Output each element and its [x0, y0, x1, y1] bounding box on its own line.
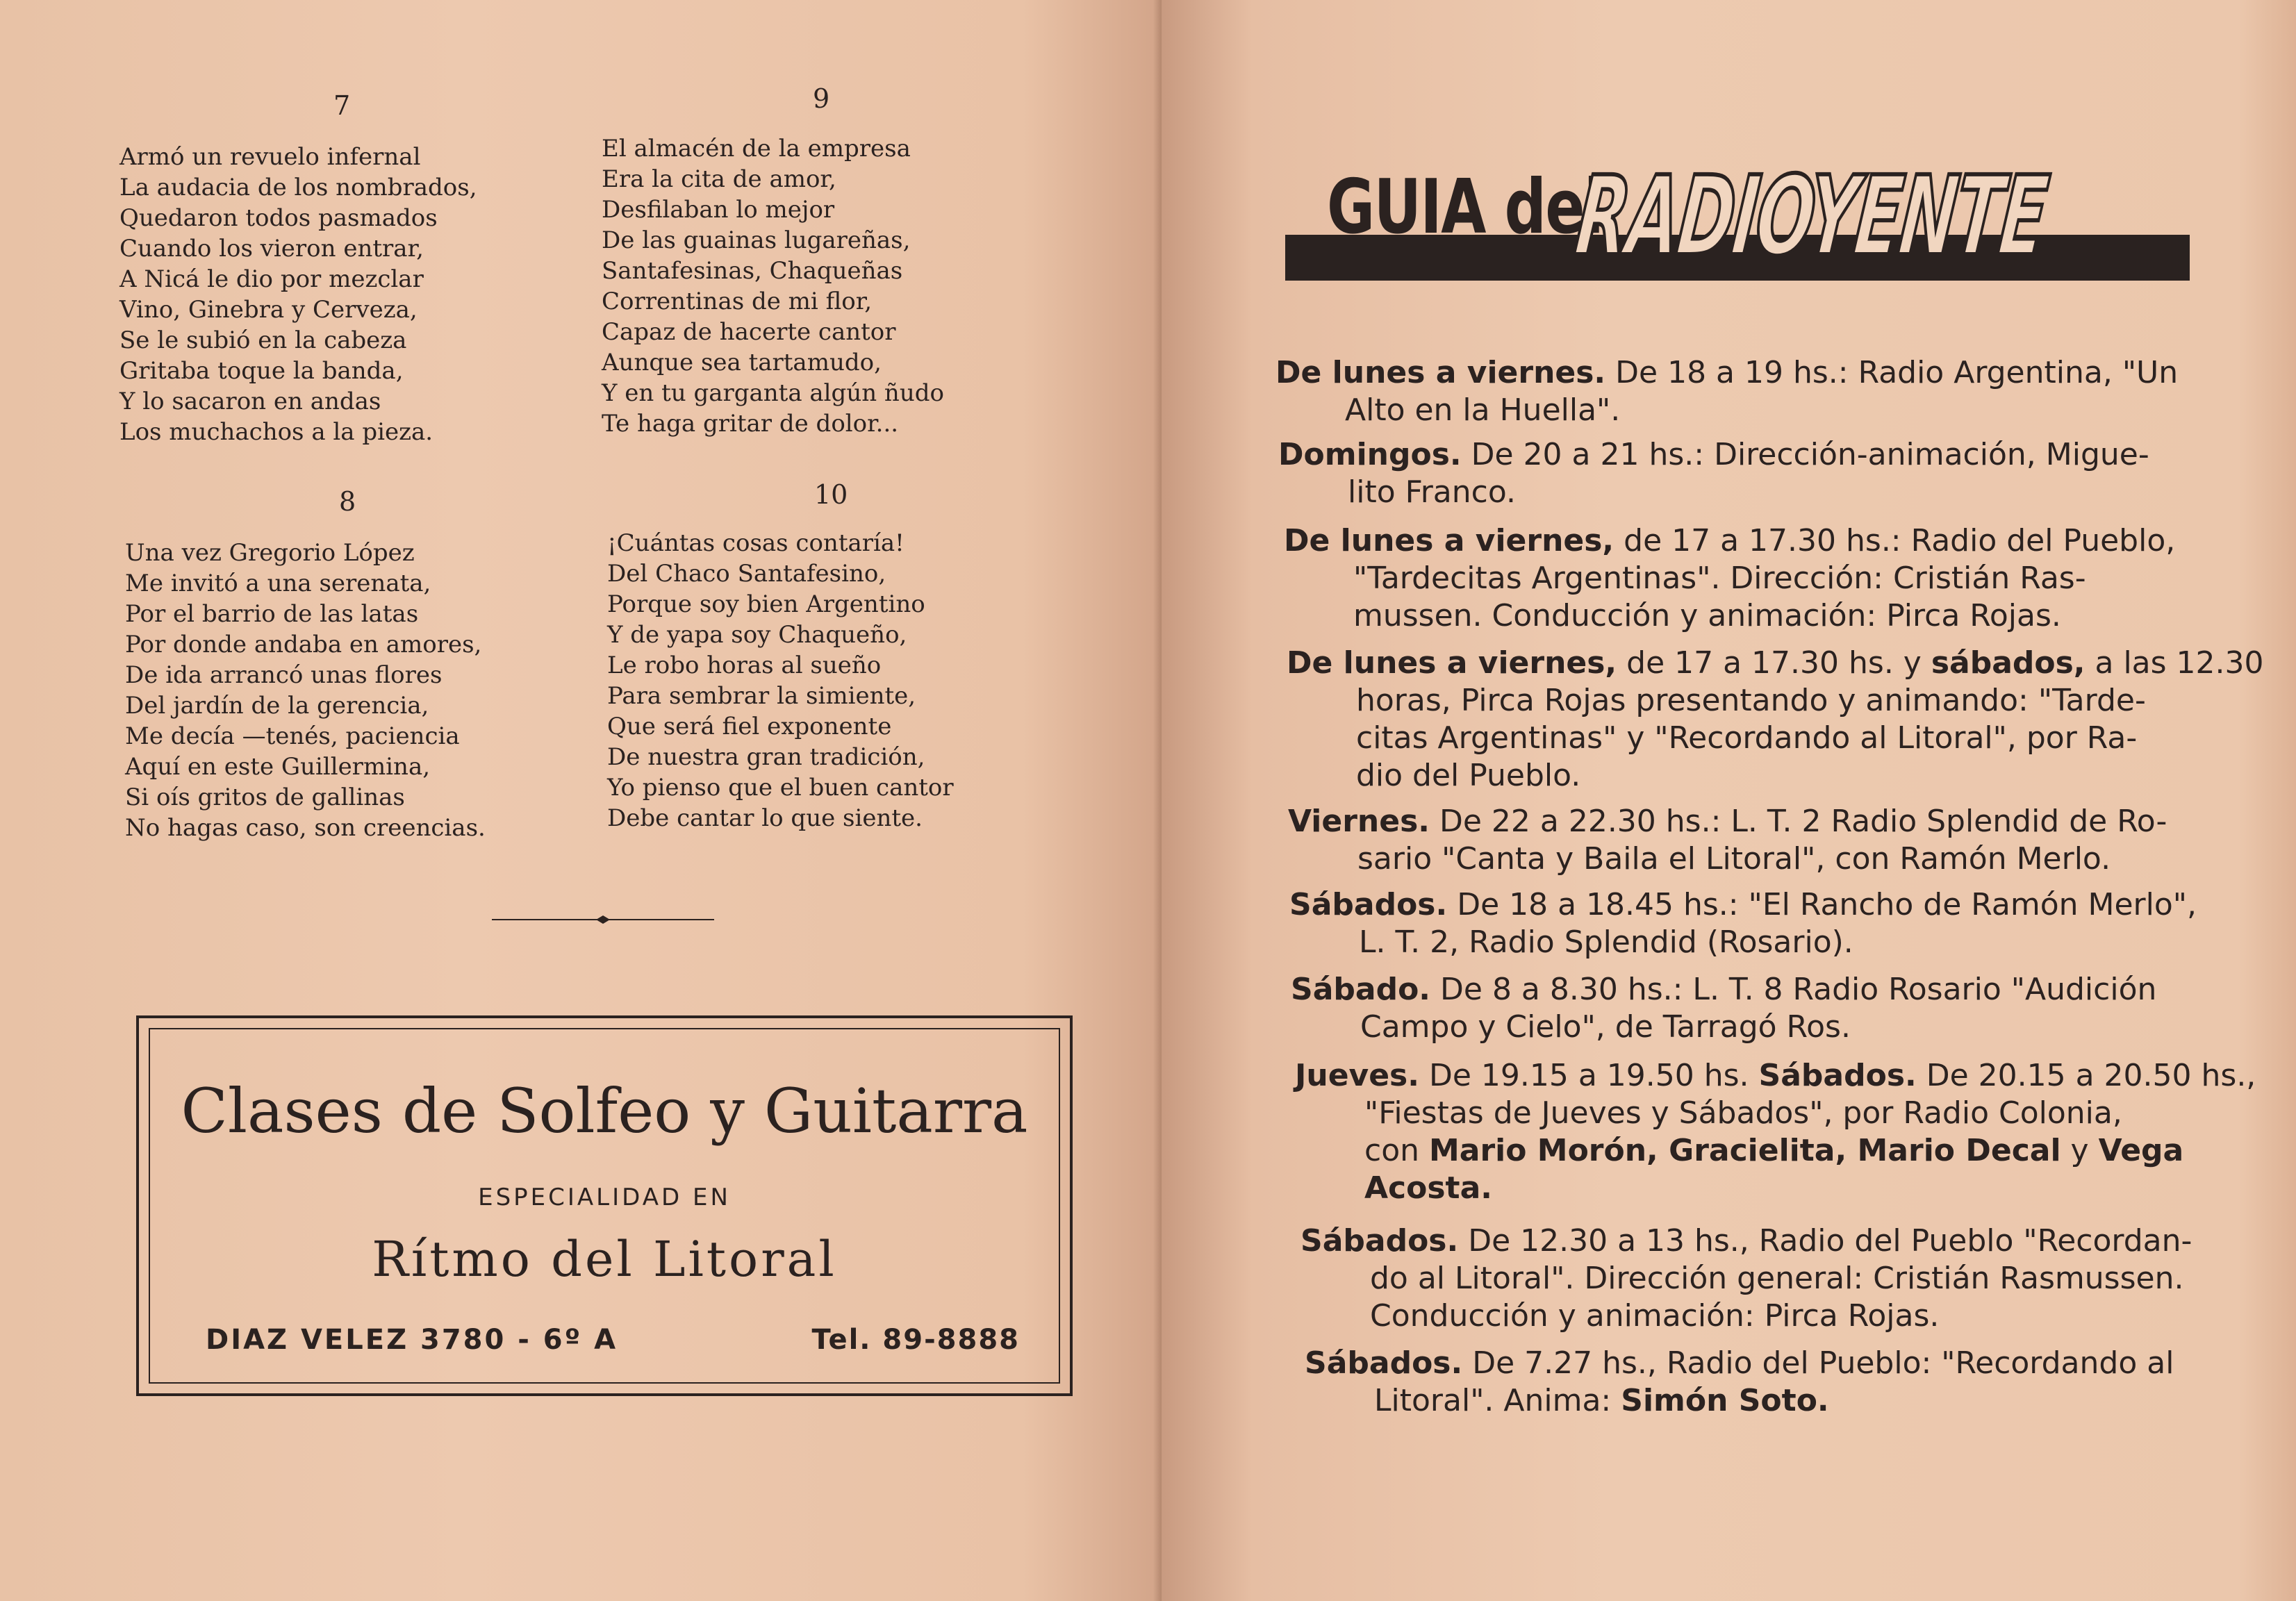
entry-day: Viernes.: [1288, 804, 1430, 839]
entry-text: dio del Pueblo.: [1356, 758, 1581, 793]
entry-performers: Simón Soto.: [1621, 1383, 1829, 1418]
verse-line: Del Chaco Santafesino,: [607, 560, 886, 588]
schedule-entry: [1289, 886, 2197, 961]
entry-day: Jueves.: [1295, 1058, 1419, 1093]
verse-line: Y en tu garganta algún ñudo: [602, 379, 944, 407]
stanza-10: [607, 528, 954, 833]
entry-text: "Fiestas de Jueves y Sábados", por Radio Colonia,: [1364, 1095, 2122, 1131]
header-guia-del: GUIA del: [1327, 164, 1603, 251]
entry-text: De 19.15 a 19.50 hs.: [1419, 1058, 1759, 1093]
verse-line: Era la cita de amor,: [602, 165, 836, 193]
verse-line: Armó un revuelo infernal: [119, 143, 421, 171]
entry-day: sábados,: [1931, 645, 2086, 681]
advertisement-inner-frame: [149, 1028, 1060, 1384]
verse-line: Gritaba toque la banda,: [119, 357, 404, 385]
verse-line: Capaz de hacerte cantor: [602, 318, 896, 346]
advertisement-box: [136, 1015, 1073, 1396]
entry-day: Sábados.: [1305, 1345, 1463, 1381]
stanza-number: 9: [813, 83, 830, 114]
verse-line: De las guainas lugareñas,: [602, 226, 911, 254]
verse-line: Yo pienso que el buen cantor: [607, 774, 954, 802]
entry-performers: Acosta.: [1364, 1170, 1492, 1206]
entry-day: Domingos.: [1278, 437, 1462, 472]
entry-text: De 20 a 21 hs.: Dirección-animación, Migue-: [1461, 437, 2149, 472]
entry-text: sario "Canta y Baila el Litoral", con Ramón Merlo.: [1357, 841, 2111, 877]
verse-line: La audacia de los nombrados,: [119, 174, 477, 201]
verse-line: Debe cantar lo que siente.: [607, 804, 923, 832]
verse-line: Del jardín de la gerencia,: [125, 692, 429, 720]
entry-text: lito Franco.: [1348, 474, 1516, 510]
schedule-entry: [1278, 436, 2149, 511]
schedule-entry: [1287, 645, 2264, 795]
entry-text: Litoral". Anima:: [1374, 1383, 1621, 1418]
entry-day: Sábados.: [1758, 1058, 1917, 1093]
stanza-8: [125, 538, 486, 843]
stanza-number: 8: [339, 486, 356, 517]
verse-line: Quedaron todos pasmados: [119, 204, 438, 232]
entry-text: "Tardecitas Argentinas". Dirección: Cristián Ras-: [1353, 561, 2086, 596]
schedule-entry: [1275, 354, 2178, 429]
verse-line: Para sembrar la simiente,: [607, 682, 916, 710]
entry-day: De lunes a viernes,: [1287, 645, 1617, 681]
verse-line: Si oís gritos de gallinas: [125, 783, 405, 811]
verse-line: A Nicá le dio por mezclar: [119, 265, 424, 293]
schedule-entry: [1305, 1345, 2174, 1420]
verse-line: Me invitó a una serenata,: [125, 570, 431, 597]
entry-text: De 12.30 a 13 hs., Radio del Pueblo "Recordan-: [1458, 1223, 2192, 1259]
verse-line: De ida arrancó unas flores: [125, 661, 443, 689]
verse-line: Desfilaban lo mejor: [602, 196, 835, 224]
entry-text: citas Argentinas" y "Recordando al Litoral", por Ra-: [1356, 720, 2138, 756]
entry-text: De 20.15 a 20.50 hs.,: [1916, 1058, 2256, 1093]
verse-line: ¡Cuántas cosas contaría!: [607, 529, 905, 557]
ad-address: DIAZ VELEZ 3780 - 6º A: [206, 1324, 618, 1356]
verse-line: Te haga gritar de dolor...: [602, 410, 899, 438]
verse-line: El almacén de la empresa: [602, 135, 911, 163]
entry-text: y: [2060, 1133, 2099, 1168]
entry-day: De lunes a viernes.: [1275, 355, 1606, 390]
verse-line: Le robo horas al sueño: [607, 652, 882, 679]
entry-day: Sábados.: [1300, 1223, 1459, 1259]
entry-day: Sábado.: [1291, 972, 1431, 1007]
entry-text: Campo y Cielo", de Tarragó Ros.: [1360, 1009, 1851, 1045]
entry-text: De 7.27 hs., Radio del Pueblo: "Recordando al: [1462, 1345, 2174, 1381]
entry-text: mussen. Conducción y animación: Pirca Rojas.: [1353, 598, 2061, 633]
verse-line: Aquí en este Guillermina,: [125, 753, 431, 781]
stanza-number: 7: [333, 90, 351, 121]
verse-line: Los muchachos a la pieza.: [119, 418, 433, 446]
header-radioyente: RADIOYENTE: [1569, 153, 2052, 281]
entry-performers: Vega: [2098, 1133, 2184, 1168]
entry-text: de 17 a 17.30 hs. y: [1617, 645, 1931, 681]
stanza-7: [119, 142, 477, 447]
entry-text: de 17 a 17.30 hs.: Radio del Pueblo,: [1614, 523, 2176, 558]
entry-text: con: [1364, 1133, 1429, 1168]
verse-line: No hagas caso, son creencias.: [125, 814, 486, 842]
entry-performers: Mario Morón, Gracielita, Mario Decal: [1428, 1133, 2061, 1168]
schedule-entry: [1288, 803, 2167, 878]
verse-line: Aunque sea tartamudo,: [602, 349, 882, 376]
entry-text: De 18 a 19 hs.: Radio Argentina, "Un: [1605, 355, 2179, 390]
entry-text: a las 12.30: [2085, 645, 2264, 681]
verse-line: Porque soy bien Argentino: [607, 590, 925, 618]
verse-line: Cuando los vieron entrar,: [119, 235, 424, 263]
verse-line: Por donde andaba en amores,: [125, 631, 482, 658]
ad-title: Clases de Solfeo y Guitarra: [181, 1075, 1028, 1147]
ad-subtitle: Rítmo del Litoral: [372, 1231, 837, 1288]
verse-line: Que será fiel exponente: [607, 713, 892, 740]
entry-text: Conducción y animación: Pirca Rojas.: [1370, 1298, 1940, 1334]
verse-line: Me decía —tenés, paciencia: [125, 722, 460, 750]
schedule-entry: [1300, 1222, 2192, 1335]
entry-text: do al Litoral". Dirección general: Cristián Rasmussen.: [1370, 1261, 2184, 1296]
entry-day: De lunes a viernes,: [1284, 523, 1614, 558]
stanza-9: [602, 133, 944, 439]
schedule-entry: [1295, 1057, 2256, 1207]
verse-line: Correntinas de mi flor,: [602, 288, 873, 315]
ornament-divider: [492, 915, 714, 924]
entry-text: Alto en la Huella".: [1345, 392, 1621, 428]
entry-text: De 8 a 8.30 hs.: L. T. 8 Radio Rosario "Audición: [1430, 972, 2157, 1007]
entry-text: De 22 a 22.30 hs.: L. T. 2 Radio Splendid de Ro-: [1429, 804, 2167, 839]
ad-phone: Tel. 89-8888: [811, 1324, 1020, 1356]
entry-text: horas, Pirca Rojas presentando y animando: "Tarde-: [1356, 683, 2146, 718]
stanza-number: 10: [814, 479, 848, 510]
verse-line: Y lo sacaron en andas: [119, 388, 381, 415]
verse-line: Una vez Gregorio López: [125, 539, 415, 567]
verse-line: Y de yapa soy Chaqueño,: [607, 621, 907, 649]
verse-line: Por el barrio de las latas: [125, 600, 419, 628]
verse-line: Vino, Ginebra y Cerveza,: [119, 296, 418, 324]
schedule-entry: [1291, 971, 2156, 1046]
ad-specialty: ESPECIALIDAD EN: [478, 1184, 731, 1211]
entry-day: Sábados.: [1289, 887, 1448, 922]
schedule-entry: [1284, 522, 2175, 635]
entry-text: L. T. 2, Radio Splendid (Rosario).: [1359, 924, 1853, 960]
guia-header: [1285, 139, 2188, 299]
entry-text: De 18 a 18.45 hs.: "El Rancho de Ramón Merlo",: [1447, 887, 2197, 922]
verse-line: De nuestra gran tradición,: [607, 743, 925, 771]
verse-line: Santafesinas, Chaqueñas: [602, 257, 903, 285]
verse-line: Se le subió en la cabeza: [119, 326, 407, 354]
